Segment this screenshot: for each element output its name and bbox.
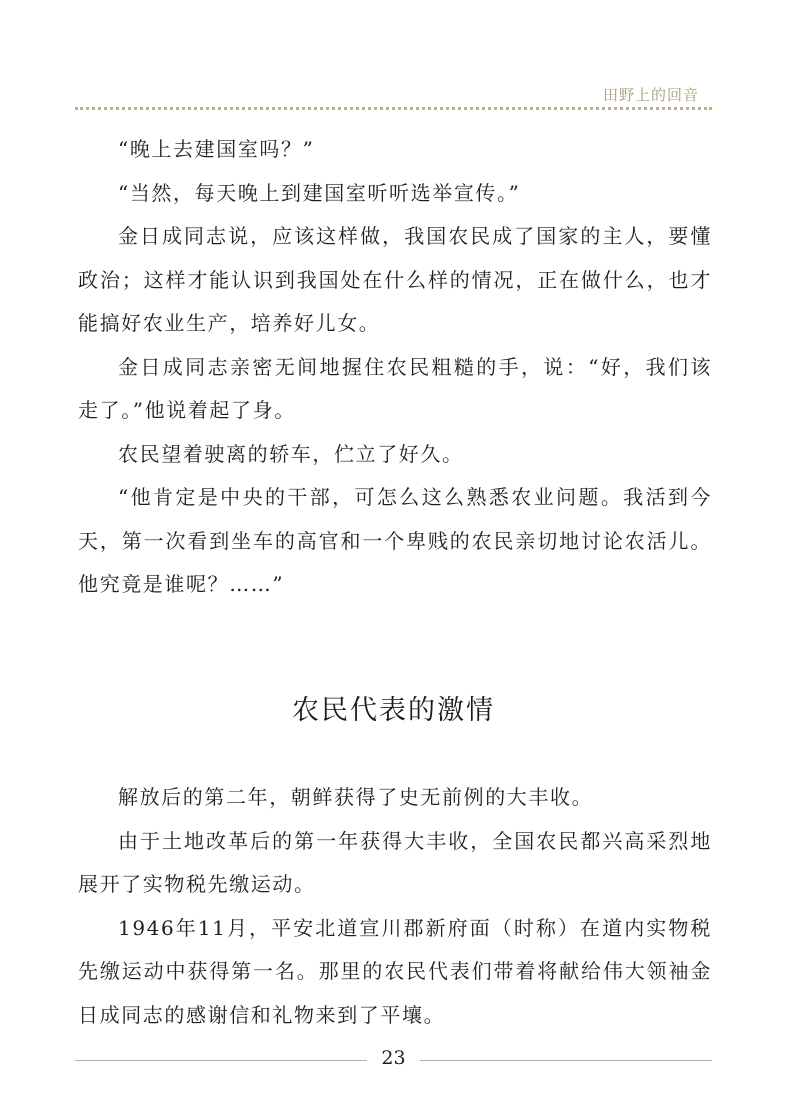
paragraph: “他肯定是中央的干部，可怎么这么熟悉农业问题。我活到今天，第一次看到坐车的高官和一个卑贱的农民亲切地讨论农活儿。他究竟是谁呢？……” (78, 485, 712, 596)
section-heading: 农民代表的激情 (292, 695, 495, 726)
paragraph: 解放后的第二年，朝鲜获得了史无前例的大丰收。 (118, 785, 594, 809)
paragraph: 金日成同志说，应该这样做，我国农民成了国家的主人，要懂政治；这样才能认识到我国处在什么样的情况，正在做什么，也才能搞好农业生产，培养好儿女。 (78, 224, 712, 335)
running-head-title: 田野上的回音 (602, 86, 699, 104)
paragraph: 1946年11月，平安北道宣川郡新府面（时称）在道内实物税先缴运动中获得第一名。那里的农民代表们带着将献给伟大领袖金日成同志的感谢信和礼物来到了平壤。 (78, 915, 712, 1027)
footer-rule-right (420, 1060, 712, 1061)
paragraph: “当然，每天晚上到建国室听听选举宣传。” (118, 180, 521, 205)
paragraph: “晚上去建国室吗？” (118, 137, 315, 161)
header-dotted-divider (75, 107, 712, 110)
paragraph: 农民望着驶离的轿车，伫立了好久。 (118, 441, 464, 466)
body-text-section-2 (78, 776, 712, 1037)
paragraph: 由于土地改革后的第一年获得大丰收，全国农民都兴高采烈地展开了实物税先缴运动。 (78, 828, 712, 896)
paragraph: 金日成同志亲密无间地握住农民粗糙的手，说：“好，我们该走了。”他说着起了身。 (78, 354, 712, 422)
page-footer (75, 1047, 712, 1074)
body-text-section-1 (78, 128, 712, 607)
page-number: 23 (381, 1047, 406, 1069)
